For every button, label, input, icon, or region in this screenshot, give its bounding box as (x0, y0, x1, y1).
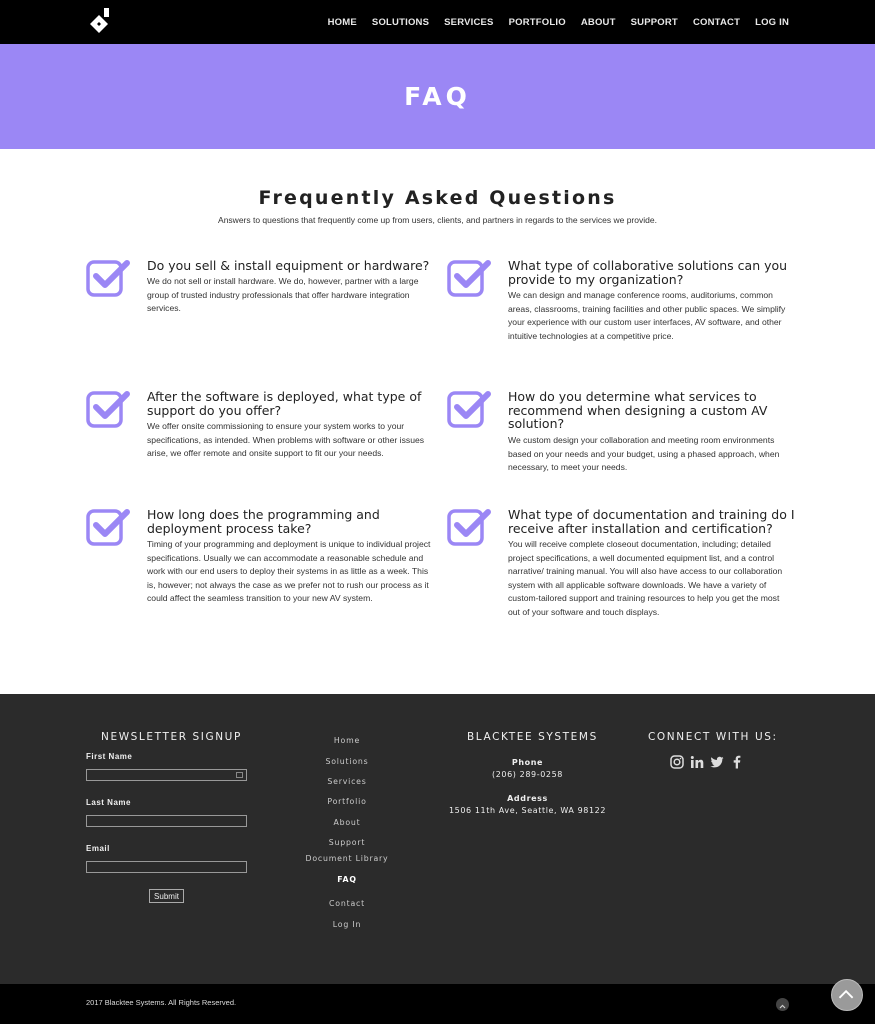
back-to-top-small-icon[interactable] (776, 998, 789, 1011)
faq-answer: We can design and manage conference rooms, auditoriums, common areas, classrooms, training facilities and other public spaces. We simplify your experience with our custom user interfaces, AV software, and other intuitive technologies at a competitive price. (508, 290, 786, 341)
footer-link-services[interactable]: Services (327, 777, 367, 786)
faq-question: How do you determine what services to recommend when designing a custom AV solution? (508, 389, 768, 431)
faq-answer: We offer onsite commissioning to ensure your system works to your specifications, as intended. When problems with software or other issues arise, we offer remote and onsite support to fit our your needs. (147, 421, 425, 459)
nav-solutions[interactable]: SOLUTIONS (371, 16, 430, 28)
faq-answer: We custom design your collaboration and meeting room environments based on your needs and your budget, using a phased approach, when necessary, to meet your needs. (508, 435, 780, 473)
first-name-input[interactable] (86, 769, 247, 781)
faq-question: After the software is deployed, what type of support do you offer? (147, 389, 422, 418)
footer-link-support[interactable]: Support (328, 838, 366, 847)
nav-support[interactable]: SUPPORT (630, 16, 678, 28)
newsletter-title: NEWSLETTER SIGNUP (101, 731, 242, 743)
logo-icon[interactable] (86, 6, 116, 38)
checkbox-check-icon (447, 259, 493, 299)
footer-link-portfolio[interactable]: Portfolio (327, 797, 367, 806)
footer-link-solutions[interactable]: Solutions (325, 757, 369, 766)
footer-link-faq[interactable]: FAQ (337, 875, 357, 884)
hero-banner (0, 44, 875, 149)
checkbox-check-icon (86, 390, 132, 430)
faq-question: What type of collaborative solutions can you provide to my organization? (508, 258, 788, 287)
instagram-icon[interactable] (670, 754, 684, 768)
social-links (670, 754, 744, 768)
nav-portfolio[interactable]: PORTFOLIO (508, 16, 566, 28)
faq-question: Do you sell & install equipment or hardware? (147, 258, 430, 273)
email-label: Email (86, 844, 110, 853)
footer-link-document-library[interactable]: Document Library (305, 854, 389, 863)
main-nav (313, 0, 789, 44)
facebook-icon[interactable] (730, 754, 744, 768)
footer-link-log-in[interactable]: Log In (332, 920, 362, 929)
copyright-text: 2017 Blacktee Systems. All Rights Reserved. (86, 998, 237, 1007)
footer-link-contact[interactable]: Contact (329, 899, 365, 908)
faq-answer: We do not sell or install hardware. We do, however, partner with a large group of trusted industry professionals that offer hardware integration services. (147, 276, 419, 314)
nav-log-in[interactable]: LOG IN (755, 16, 789, 28)
autofill-icon[interactable] (236, 772, 243, 778)
address-text: 1506 11th Ave, Seattle, WA 98122 (448, 806, 607, 815)
footer-link-home[interactable]: Home (333, 736, 361, 745)
top-navigation-bar (0, 0, 875, 44)
faq-question: What type of documentation and training do I receive after installation and certification? (508, 507, 795, 536)
faq-question: How long does the programming and deployment process take? (147, 507, 380, 536)
last-name-input[interactable] (86, 815, 247, 827)
address-label: Address (507, 794, 548, 803)
page-title: FAQ (404, 82, 471, 111)
email-input[interactable] (86, 861, 247, 873)
phone-label: Phone (511, 758, 544, 767)
footer (0, 694, 875, 984)
twitter-icon[interactable] (710, 754, 724, 768)
checkbox-check-icon (447, 508, 493, 548)
nav-about[interactable]: ABOUT (580, 16, 616, 28)
scroll-to-top-icon[interactable] (831, 979, 863, 1011)
nav-home[interactable]: HOME (327, 16, 357, 28)
submit-button[interactable]: Submit (149, 889, 184, 903)
section-subtitle: Answers to questions that frequently come up from users, clients, and partners in regards to the services we provide. (218, 215, 657, 225)
nav-contact[interactable]: CONTACT (692, 16, 741, 28)
faq-answer: Timing of your programming and deployment is unique to individual project specifications. Usually we can accommodate a reasonable schedule and work with our end users to deploy their systems in as little as a week. This is, however; not always the case as we prefer not to rush our process as it could affect the seamless transition to your new AV system. (147, 539, 431, 604)
company-title: BLACKTEE SYSTEMS (467, 731, 598, 743)
section-title: Frequently Asked Questions (258, 187, 617, 209)
checkbox-check-icon (447, 390, 493, 430)
footer-link-about[interactable]: About (333, 818, 361, 827)
nav-services[interactable]: SERVICES (444, 16, 494, 28)
linkedin-icon[interactable] (690, 754, 704, 768)
phone-number[interactable]: (206) 289-0258 (492, 770, 563, 779)
checkbox-check-icon (86, 259, 132, 299)
checkbox-check-icon (86, 508, 132, 548)
faq-answer: You will receive complete closeout documentation, including; detailed project specifications, a well documented equipment list, and a control narrative/ training manual. You will also have access to our collaboration system with all applicable software downloads. We have a variety of custom-tailored support and training resources to help you get the most out of your software and touch displays. (508, 539, 783, 617)
connect-title: CONNECT WITH US: (648, 731, 778, 743)
copyright-bar (0, 984, 875, 1024)
last-name-label: Last Name (86, 798, 131, 807)
first-name-label: First Name (86, 752, 133, 761)
